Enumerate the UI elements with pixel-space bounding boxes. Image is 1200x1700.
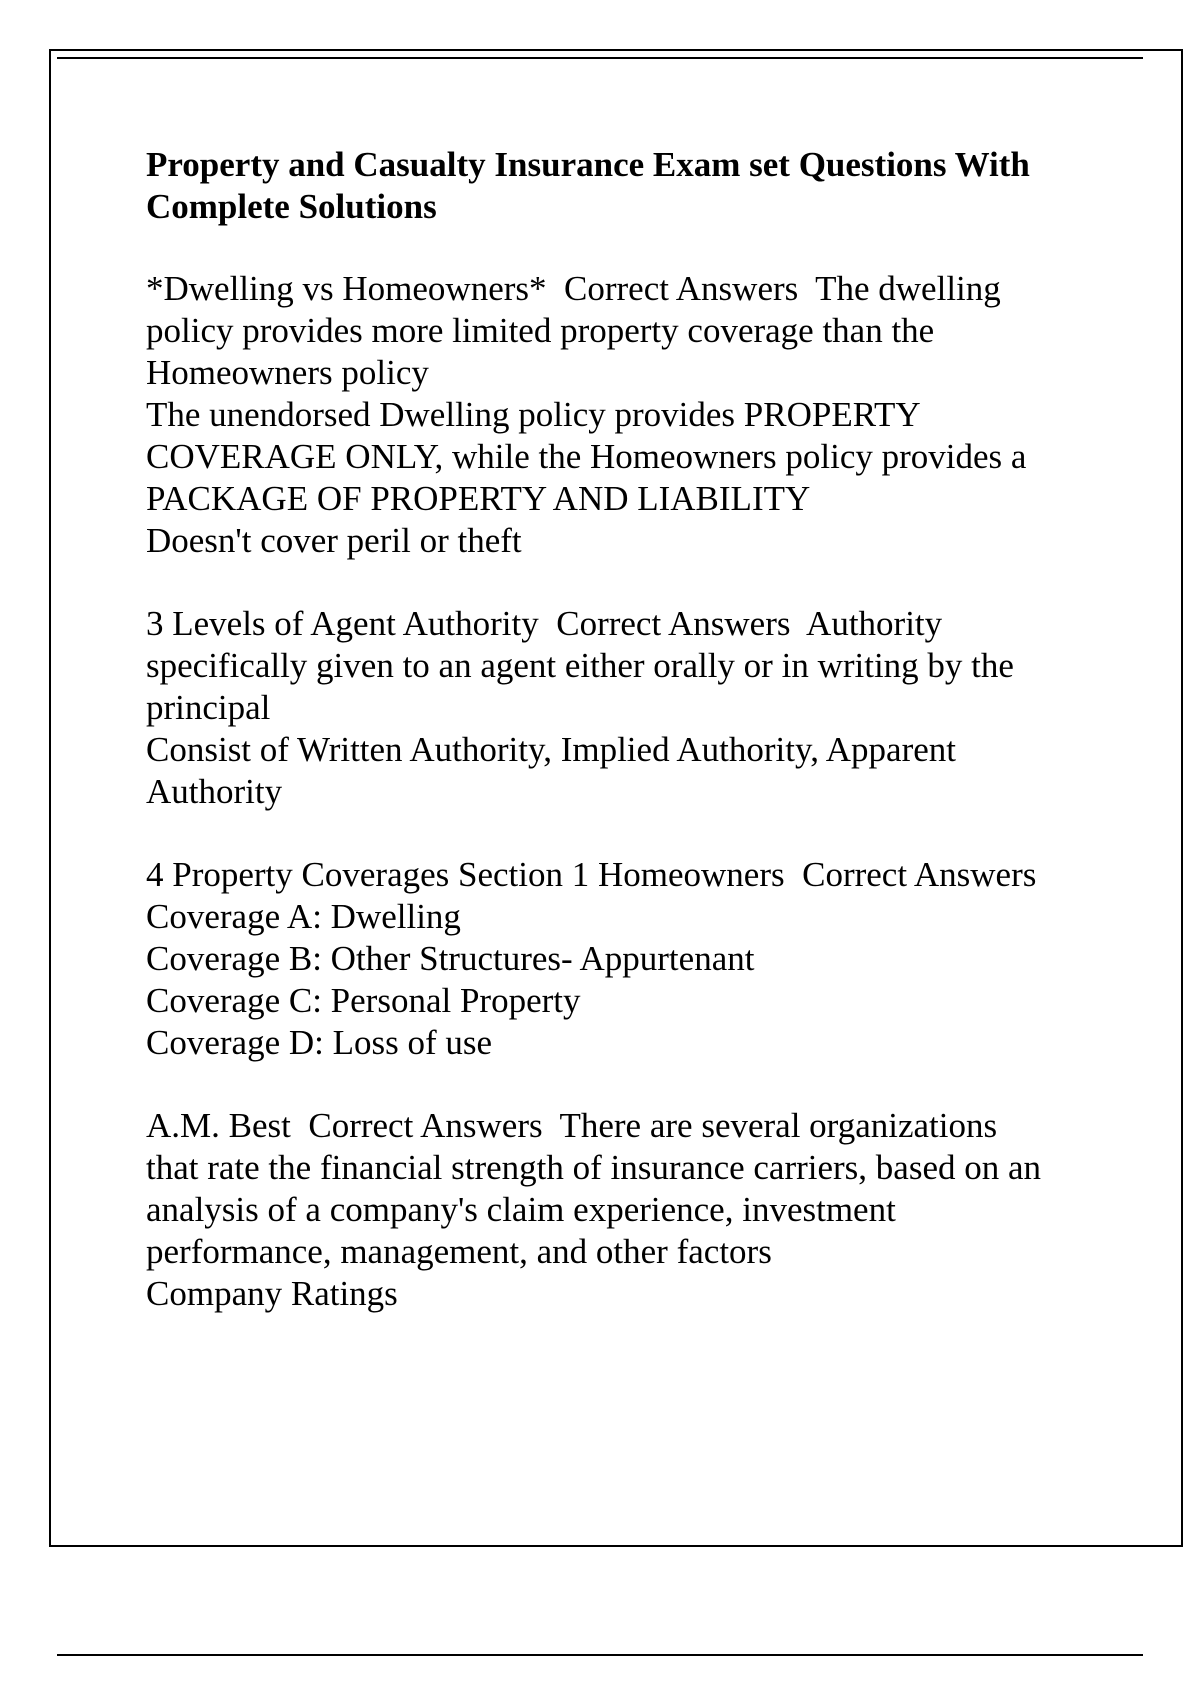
qa-line: specifically given to an agent either orally or in writing by the (146, 646, 1014, 685)
qa-line: performance, management, and other factors (146, 1232, 772, 1271)
qa-line: The unendorsed Dwelling policy provides PROPERTY (146, 395, 921, 434)
qa-line: COVERAGE ONLY, while the Homeowners policy provides a (146, 437, 1027, 476)
title-line: Property and Casualty Insurance Exam set Questions With (146, 145, 1030, 184)
title-line: Complete Solutions (146, 187, 437, 226)
qa-line: Homeowners policy (146, 353, 429, 392)
qa-agent-authority (146, 603, 1106, 813)
qa-line: policy provides more limited property coverage than the (146, 311, 935, 350)
qa-property-coverages (146, 854, 1106, 1064)
document-content (146, 144, 1106, 1356)
qa-line: Doesn't cover peril or theft (146, 521, 522, 560)
qa-line: A.M. Best Correct Answers There are several organizations (146, 1106, 998, 1145)
qa-line: principal (146, 688, 271, 727)
qa-line: Coverage B: Other Structures- Appurtenant (146, 939, 755, 978)
qa-line: analysis of a company's claim experience, investment (146, 1190, 896, 1229)
qa-line: Coverage A: Dwelling (146, 897, 461, 936)
qa-line: Consist of Written Authority, Implied Authority, Apparent (146, 730, 957, 769)
qa-dwelling-vs-homeowners (146, 268, 1106, 562)
qa-line: Coverage D: Loss of use (146, 1023, 493, 1062)
top-rule (57, 57, 1143, 59)
qa-line: that rate the financial strength of insurance carriers, based on an (146, 1148, 1042, 1187)
qa-line: 3 Levels of Agent Authority Correct Answers Authority (146, 604, 943, 643)
qa-line: PACKAGE OF PROPERTY AND LIABILITY (146, 479, 811, 518)
page-title (146, 144, 1106, 228)
qa-line: Coverage C: Personal Property (146, 981, 581, 1020)
qa-line: 4 Property Coverages Section 1 Homeowners Correct Answers (146, 855, 1037, 894)
qa-am-best (146, 1105, 1106, 1315)
qa-line: *Dwelling vs Homeowners* Correct Answers The dwelling (146, 269, 1001, 308)
bottom-rule (57, 1654, 1143, 1656)
qa-line: Company Ratings (146, 1274, 398, 1313)
qa-line: Authority (146, 772, 283, 811)
